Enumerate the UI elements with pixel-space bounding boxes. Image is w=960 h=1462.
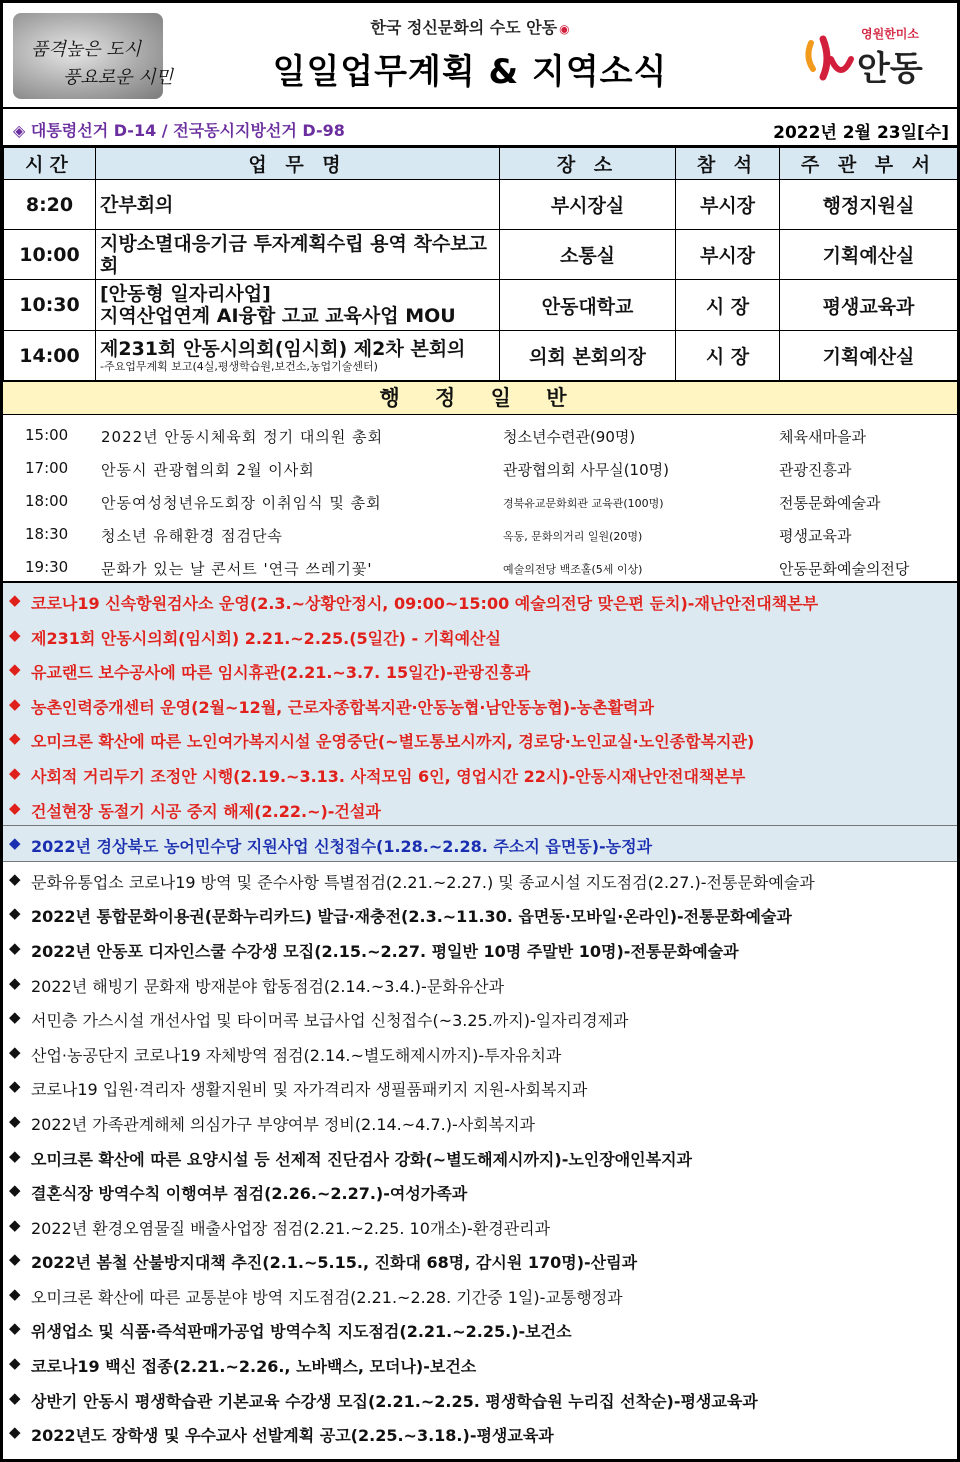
highlight-notice <box>3 826 957 862</box>
page-title: 일일업무계획 & 지역소식 <box>272 52 668 92</box>
schedule-title: 제231회 안동시의회(임시회) 제2차 본회의 <box>100 338 466 360</box>
list-item <box>3 1000 957 1035</box>
schedule-place: 안동대학교 <box>500 280 676 331</box>
schedule-table <box>3 147 958 381</box>
slogan-mark-icon: ◉ <box>559 22 570 36</box>
list-item <box>3 1069 957 1104</box>
notice-text: 코로나19 신속항원검사소 운영(2.3.~상황안정시, 09:00~15:00 예술의전당 맞은편 둔치)-재난안전대책본부 <box>31 594 819 613</box>
general-admin-list <box>3 415 957 583</box>
table-row <box>4 331 958 381</box>
general-notices <box>3 862 957 1450</box>
col-header-attendee: 참 석 <box>676 148 780 180</box>
general-event: 청소년 유해환경 점검단속 <box>101 527 283 545</box>
diamond-bullet-icon: ◆ <box>9 694 21 713</box>
diamond-bullet-icon: ◆ <box>9 973 21 992</box>
table-row <box>4 230 958 280</box>
notice-text: 2022년 경상북도 농어민수당 지원사업 신청접수(1.28.~2.28. 주소지 읍면동)-농정과 <box>31 837 653 857</box>
diamond-bullet-icon: ◆ <box>9 1284 21 1303</box>
schedule-title-cell <box>96 331 500 381</box>
schedule-dept: 기획예산실 <box>780 331 958 381</box>
schedule-time: 10:30 <box>4 280 96 331</box>
schedule-dept: 평생교육과 <box>780 280 958 331</box>
notice-text: 오미크론 확산에 따른 노인여가복지시설 운영중단(~별도통보시까지, 경로당·노인교실·노인종합복지관) <box>31 732 755 752</box>
notice-text: 사회적 거리두기 조정안 시행(2.19.~3.13. 사적모임 6인, 영업시간 22시)-안동시재난안전대책본부 <box>31 766 746 786</box>
notice-text: 2022년 통합문화이용권(문화누리카드) 발급·재충전(2.3.~11.30. 읍면동·모바일·온라인)-전통문화예술과 <box>31 907 792 927</box>
diamond-bullet-icon: ◆ <box>9 1250 21 1269</box>
diamond-bullet-icon: ◆ <box>9 729 21 748</box>
diamond-bullet-icon: ◆ <box>9 660 21 679</box>
schedule-attendee: 시 장 <box>676 280 780 331</box>
diamond-bullet-icon: ◆ <box>9 869 21 888</box>
diamond-bullet-icon: ◆ <box>9 834 21 853</box>
notice-text: 2022년 안동포 디자인스쿨 수강생 모집(2.15.~2.27. 평일반 10명 주말반 10명)-전통문화예술과 <box>31 941 739 961</box>
notice-text: 2022년 봄철 산불방지대책 추진(2.1.~5.15., 진화대 68명, 감시원 170명)-산림과 <box>31 1253 638 1273</box>
notice-text: 2022년 해빙기 문화재 방재분야 합동점검(2.14.~3.4.)-문화유산과 <box>31 976 505 996</box>
slogan-text: 한국 정신문화의 수도 안동 <box>370 18 558 37</box>
list-item <box>3 1139 957 1174</box>
list-item <box>3 1208 957 1243</box>
notice-text: 제231회 안동시의회(임시회) 2.21.~2.25.(5일간) - 기획예산실 <box>31 628 501 648</box>
schedule-title: 지방소멸대응기금 투자계획수립 용역 착수보고회 <box>96 230 500 280</box>
notice-text: 오미크론 확산에 따른 교통분야 방역 지도점검(2.21.~2.28. 기간중 1일)-교통행정과 <box>31 1287 623 1307</box>
list-item <box>3 618 957 653</box>
table-row <box>4 280 958 331</box>
schedule-attendee: 시 장 <box>676 331 780 381</box>
list-item <box>3 931 957 966</box>
list-item <box>3 1035 957 1070</box>
header <box>3 3 957 109</box>
general-time: 15:00 <box>25 426 69 444</box>
andong-logo-icon <box>801 29 857 85</box>
list-item <box>3 551 957 584</box>
urgent-notices <box>3 583 957 826</box>
list-item <box>3 1381 957 1416</box>
list-item <box>3 721 957 756</box>
list-item <box>3 1173 957 1208</box>
col-header-place: 장 소 <box>500 148 676 180</box>
diamond-bullet-icon: ◆ <box>9 591 21 609</box>
general-time: 18:00 <box>25 492 69 510</box>
diamond-bullet-icon: ◆ <box>9 1215 21 1234</box>
diamond-bullet-icon: ◆ <box>9 1388 21 1407</box>
logo-city-name: 안동 <box>857 49 923 89</box>
general-place: 예술의전당 백조홀(5세 이상) <box>503 563 643 576</box>
notice-text: 농촌인력중개센터 운영(2월~12월, 근로자종합복지관·안동농협·남안동농협)-농촌활력과 <box>31 697 654 717</box>
schedule-dept: 행정지원실 <box>780 180 958 230</box>
diamond-bullet-icon: ◆ <box>9 1354 21 1373</box>
slogan <box>183 15 757 38</box>
col-header-dept: 주 관 부 서 <box>780 148 958 180</box>
list-item <box>3 1311 957 1346</box>
general-time: 18:30 <box>25 525 69 543</box>
general-place: 관광협의회 사무실(10명) <box>503 461 669 479</box>
general-time: 17:00 <box>25 459 69 477</box>
schedule-title: 간부회의 <box>96 180 500 230</box>
notice-text: 결혼식장 방역수칙 이행여부 점검(2.26.~2.27.)-여성가족과 <box>31 1184 468 1204</box>
general-dept: 체육새마을과 <box>779 428 866 446</box>
diamond-bullet-icon: ◆ <box>9 1077 21 1096</box>
city-slogan-logo <box>13 13 174 99</box>
election-countdown: ◈ 대통령선거 D-14 / 전국동시지방선거 D-98 <box>13 121 345 140</box>
list-item <box>3 1277 957 1312</box>
schedule-title-line2: 지역산업연계 AI융합 고교 교육사업 MOU <box>100 305 456 327</box>
notice-text: 위생업소 및 식품·즉석판매가공업 방역수칙 지도점검(2.21.~2.25.)-보건소 <box>31 1322 572 1342</box>
notice-text: 건설현장 동절기 시공 중지 해제(2.22.~)-건설과 <box>31 801 381 821</box>
general-dept: 관광진흥과 <box>779 461 852 479</box>
general-admin-header: 행 정 일 반 <box>3 381 957 415</box>
diamond-bullet-icon: ◆ <box>9 1008 21 1027</box>
general-event: 안동시 관광협의회 2월 이사회 <box>101 461 315 479</box>
general-place: 청소년수련관(90명) <box>503 428 636 446</box>
notice-text: 서민층 가스시설 개선사업 및 타이머콕 보급사업 신청접수(~3.25.까지)-일자리경제과 <box>31 1011 629 1031</box>
general-event: 안동여성청년유도회장 이취임식 및 총회 <box>101 494 382 512</box>
andong-logo <box>795 21 945 93</box>
document-date: 2022년 2월 23일[수] <box>773 123 949 143</box>
header-center <box>183 15 757 93</box>
diamond-bullet-icon: ◆ <box>9 1181 21 1200</box>
diamond-bullet-icon: ◆ <box>9 1319 21 1338</box>
general-time: 19:30 <box>25 558 69 576</box>
schedule-time: 14:00 <box>4 331 96 381</box>
col-header-time: 시간 <box>4 148 96 180</box>
schedule-dept: 기획예산실 <box>780 230 958 280</box>
list-item <box>3 485 957 518</box>
general-dept: 전통문화예술과 <box>779 494 881 512</box>
list-item <box>3 1242 957 1277</box>
notice-text: 문화유통업소 코로나19 방역 및 준수사항 특별점검(2.21.~2.27.) 및 종교시설 지도점검(2.27.)-전통문화예술과 <box>31 872 815 892</box>
list-item <box>3 419 957 452</box>
list-item <box>3 756 957 791</box>
general-event: 2022년 안동시체육회 정기 대의원 총회 <box>101 428 384 446</box>
schedule-title-cell <box>96 280 500 331</box>
list-item <box>3 518 957 551</box>
list-item <box>3 687 957 722</box>
diamond-bullet-icon: ◆ <box>9 1423 21 1442</box>
list-item <box>3 826 957 861</box>
diamond-bullet-icon: ◆ <box>9 1111 21 1130</box>
general-place: 옥동, 문화의거리 일원(20명) <box>503 530 643 543</box>
notice-text: 오미크론 확산에 따른 요양시설 등 선제적 진단검사 강화(~별도해제시까지)-노인장애인복지과 <box>31 1149 692 1169</box>
schedule-title: [안동형 일자리사업] <box>100 283 271 305</box>
general-event: 문화가 있는 날 콘서트 '연극 쓰레기꽃' <box>101 560 373 578</box>
diamond-bullet-icon: ◆ <box>9 904 21 923</box>
table-row <box>4 180 958 230</box>
list-item <box>3 1104 957 1139</box>
diamond-bullet-icon: ◆ <box>9 1042 21 1061</box>
schedule-place: 소통실 <box>500 230 676 280</box>
list-item <box>3 862 957 897</box>
schedule-attendee: 부시장 <box>676 230 780 280</box>
list-item <box>3 1415 957 1450</box>
schedule-time: 10:00 <box>4 230 96 280</box>
schedule-time: 8:20 <box>4 180 96 230</box>
notice-text: 2022년 가족관계해체 의심가구 부양여부 정비(2.14.~4.7.)-사회복지과 <box>31 1114 536 1134</box>
notice-text: 코로나19 백신 접종(2.21.~2.26., 노바백스, 모더나)-보건소 <box>31 1357 477 1377</box>
election-countdown-bar <box>3 109 957 147</box>
schedule-place: 부시장실 <box>500 180 676 230</box>
list-item <box>3 583 957 618</box>
notice-text: 상반기 안동시 평생학습관 기본교육 수강생 모집(2.21.~2.25. 평생학습원 누리집 선착순)-평생교육과 <box>31 1391 758 1411</box>
logo-left-line1: 품격높은 도시 <box>31 39 142 60</box>
schedule-header-row <box>4 148 958 180</box>
col-header-title: 업 무 명 <box>96 148 500 180</box>
diamond-bullet-icon: ◆ <box>9 1146 21 1165</box>
schedule-subtitle: -주요업무계획 보고(4실,평생학습원,보건소,농업기술센터) <box>100 360 378 373</box>
list-item <box>3 896 957 931</box>
list-item <box>3 652 957 687</box>
diamond-bullet-icon: ◆ <box>9 763 21 782</box>
notice-text: 코로나19 입원·격리자 생활지원비 및 자가격리자 생필품패키지 지원-사회복지과 <box>31 1080 588 1100</box>
list-item <box>3 1346 957 1381</box>
notice-text: 산업·농공단지 코로나19 자체방역 점검(2.14.~별도해제시까지)-투자유치과 <box>31 1045 562 1065</box>
list-item <box>3 966 957 1001</box>
schedule-place: 의회 본회의장 <box>500 331 676 381</box>
diamond-bullet-icon: ◆ <box>9 798 21 817</box>
list-item <box>3 791 957 826</box>
notice-text: 2022년도 장학생 및 우수교사 선발계획 공고(2.25.~3.18.)-평생교육과 <box>31 1426 554 1446</box>
list-item <box>3 452 957 485</box>
logo-tagline: 영원한미소 <box>861 27 919 41</box>
notice-text: 유교랜드 보수공사에 따른 임시휴관(2.21.~3.7. 15일간)-관광진흥과 <box>31 663 531 683</box>
logo-left-line2: 풍요로운 시민 <box>63 67 174 88</box>
general-place: 경북유교문화회관 교육관(100명) <box>503 497 664 510</box>
general-dept: 안동문화예술의전당 <box>779 560 910 578</box>
notice-text: 2022년 환경오염물질 배출사업장 점검(2.21.~2.25. 10개소)-환경관리과 <box>31 1218 551 1238</box>
schedule-attendee: 부시장 <box>676 180 780 230</box>
diamond-bullet-icon: ◆ <box>9 938 21 957</box>
diamond-bullet-icon: ◆ <box>9 625 21 644</box>
general-dept: 평생교육과 <box>779 527 852 545</box>
